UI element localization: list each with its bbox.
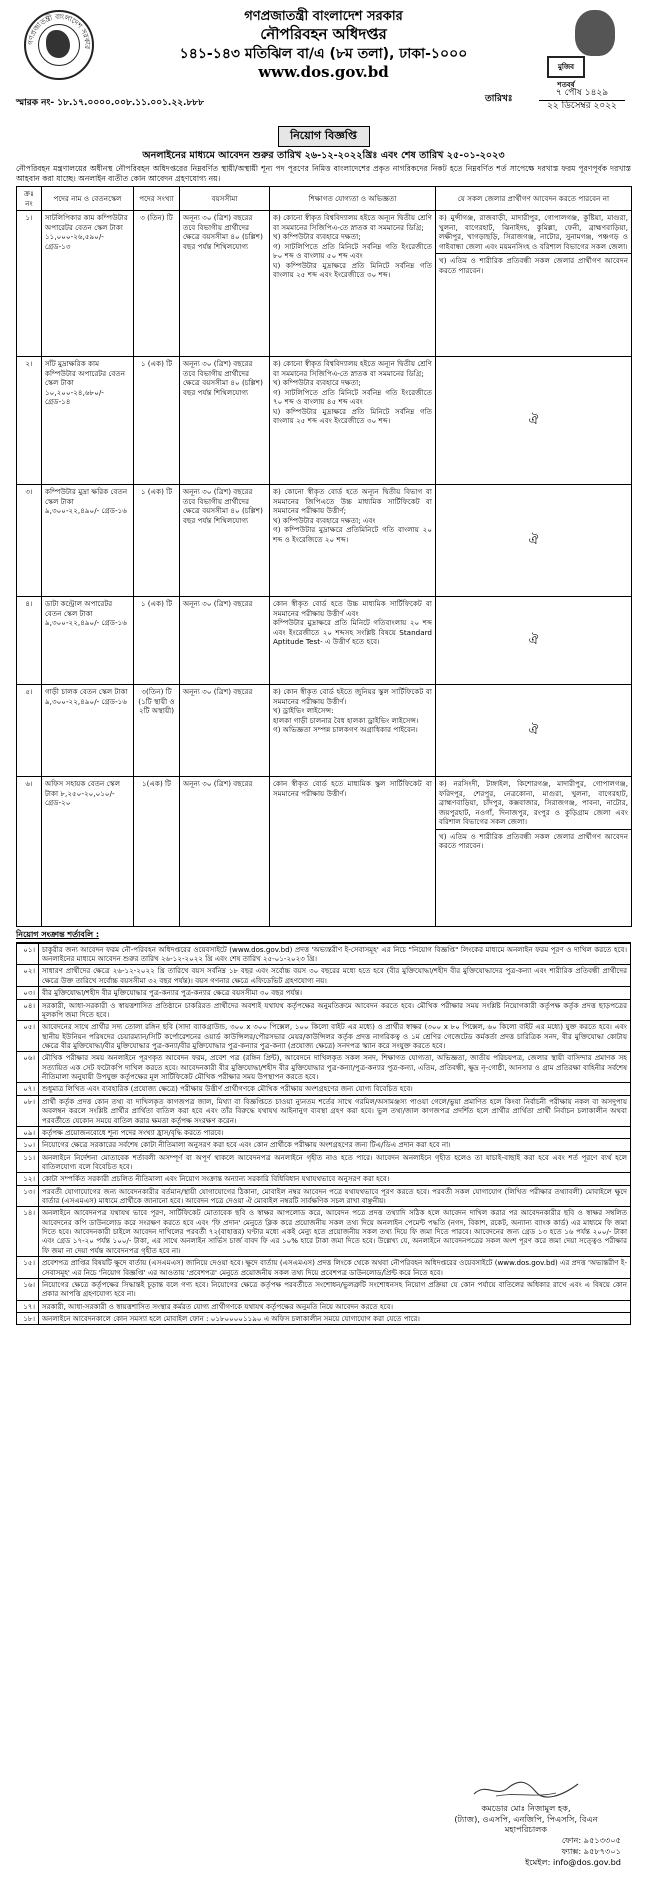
- col-excluded-districts: যে সকল জেলার প্রার্থীগণ আবেদন করতে পারবেন না: [436, 187, 632, 211]
- qual-item: খ) কম্পিউটার ব্যবহারে দক্ষতা;: [273, 232, 361, 242]
- item-number: ০৬।: [17, 1052, 39, 1082]
- list-item: [17, 943, 630, 965]
- table-row: [17, 485, 632, 597]
- qual-item: ক) কোনো স্বীকৃত বোর্ড হতে অন্যূন দ্বিতীয় বিভাগ বা সমমানের জিপিএতে উচ্চ মাধ্যমিক সার্টিফিকেট বা সমমানের পরীক্ষায় উত্তীর্ণ;: [273, 487, 432, 516]
- date-label: তারিখঃ: [485, 94, 513, 104]
- list-item: [17, 1185, 630, 1207]
- item-text: বীর মুক্তিযোদ্ধা/শহীদ বীর মুক্তিযোদ্ধার পুত্র-কন্যার পুত্র-কন্যার ক্ষেত্রে বয়সসীমা ৩০ বছর পর্যন্ত।: [42, 988, 303, 998]
- item-number: ০৫।: [17, 1021, 39, 1051]
- col-age: বয়সসীমা: [180, 187, 270, 211]
- qual-item: কোন স্বীকৃত বোর্ড হতে উচ্চ মাধ্যমিক সার্টিফিকেট বা সমমানের পরীক্ষায় উত্তীর্ণ এবং: [273, 599, 432, 618]
- row-age: অনূন্য ৩০ (ত্রিশ) বছরের তবে বিভাগীয় প্রার্থীদের ক্ষেত্রে বয়সসীমা ৪০ (চল্লিশ) বছর পর্যন্ত শিথিলযোগ্য: [180, 485, 270, 597]
- list-item: [17, 964, 630, 986]
- date-english: ২২ ডিসেম্বর ২০২২: [547, 101, 617, 111]
- item-text: অনলাইনে নির্দেশনা মোতাবেক শর্তাবলী অসম্পূর্ণ বা অপূর্ণ থাকলে আবেদনপত্র অনলাইনে গৃহীত নাও হতে পারে। আবেদন অনলাইনে গৃহীত হলেও তা যাচাই-বাছাই করা হবে এবং শর্ত পূরণে ব্যর্থ হলে বাতিলযোগ্য বলে বিবেচিত হবে।: [42, 1152, 627, 1171]
- qual-item: ক) কোনো স্বীকৃত বিশ্ববিদ্যালয় হইতে অন্যূন দ্বিতীয় শ্রেণি বা সমমানের সিজিপিএ-তে স্নাতক বা সমমানের ডিগ্রি;: [273, 359, 432, 378]
- row-districts: [436, 777, 632, 927]
- qual-item: ঘ) কম্পিউটার মুদ্রাক্ষরে প্রতি মিনিটে সর্বনিম্ন গতি বাংলায় ২৫ শব্দ এবং ইংরেজীতে ৩০ শব্দ।: [273, 260, 432, 280]
- qual-item: খ) কম্পিউটার ব্যবহারে দক্ষতা;: [273, 378, 361, 388]
- contact-fax: ফ্যাক্স: ৯৫৮৭৩০১: [561, 1846, 621, 1857]
- list-item: [17, 1151, 630, 1173]
- list-item: [17, 1095, 630, 1126]
- divider: [436, 829, 631, 830]
- centenary-badge: মুজিব শতবর্ষ: [547, 56, 585, 78]
- contact-phone: ফোন: ৯৫১৩৩০৫: [561, 1835, 621, 1846]
- item-text: শুধুমাত্র লিখিত এবং ব্যবহারিক (প্রযোজ্য ক্ষেত্রে) পরীক্ষায় উত্তীর্ণ প্রার্থীগণকে মৌখিক পরীক্ষায় অংশগ্রহণের জন্য যোগ্য বিবেচিত হবে।: [42, 1084, 413, 1094]
- qual-item: ক) কোন স্বীকৃত বোর্ড হইতে জুনিয়র স্কুল সার্টিফিকেট বা সমমানের পরীক্ষায় উত্তীর্ণ।: [273, 687, 432, 706]
- row-count: ৩(তিন) টি (১টি স্থায়ী ও ২টি অস্থায়ী): [134, 685, 180, 777]
- item-number: ১০।: [17, 1139, 39, 1150]
- row-post: সাটলিপিকার কাম কম্পিউটার অপারেটর বেতন স্কেল টাকা ১১,০০০-২৬,৫৯০/- গ্রেড-১৩: [42, 211, 134, 357]
- item-number: ১৩।: [17, 1186, 39, 1207]
- row-serial: ৫।: [17, 685, 42, 777]
- item-number: ০৩।: [17, 987, 39, 998]
- item-text: কোটা সম্পর্কিত সরকারী প্রচলিত নীতিমালা এবং নিয়োগ সংক্রান্ত অন্যান্য সরকারি বিধিবিধান যথাযথভাবে অনুসরণ করা হবে।: [42, 1174, 390, 1184]
- item-number: ১৮।: [17, 1313, 39, 1324]
- conditions-title: নিয়োগ সংক্রান্ত শর্তাবলি :: [16, 930, 100, 940]
- item-number: ১৬।: [17, 1279, 39, 1300]
- row-count: ১(এক) টি: [134, 777, 180, 927]
- qual-item: ক) কোনো স্বীকৃত বিশ্ববিদ্যালয় হইতে অন্যূন দ্বিতীয় শ্রেণি বা সমমানের সিজিপিএ-তে স্নাতক বা সমমানের ডিগ্রি;: [273, 213, 432, 232]
- qual-item: গ) অভিজ্ঞতা সম্পন্ন চালকগণ অগ্রাধিকার পাইবেন।: [273, 725, 418, 735]
- row-post: অফিস সহায়ক বেতন স্কেল টাকা ৮,২৫০-২০,০১০/- গ্রেড-২০: [42, 777, 134, 927]
- item-text: নিয়োগের ক্ষেত্রে কর্তৃপক্ষের সিদ্ধান্তই চূড়ান্ত বলে গণ্য হবে। নিয়োগের ক্ষেত্রে কর্তৃপক্ষ পরবর্তীতে সংশোধন/ভুলত্রুটি সংশোধনসহ নিয়োগ প্রক্রিয়া যে কোন পর্যায়ে বাতিলের অধিকার রাখে এবং এ বিষয়ে কোন প্রকার আপত্তি গ্রহণযোগ্য হবে না।: [42, 1279, 627, 1299]
- divider: [436, 253, 631, 254]
- item-text: কর্তৃপক্ষ প্রয়োজনবোধে শূন্য পদের সংখ্যা হ্রাস/বৃদ্ধি করতে পারবে।: [42, 1127, 224, 1137]
- qual-item: কম্পিউটার মুদ্রাক্ষরে প্রতি মিনিটে গতিবাংলায় ২০ শব্দ এবং ইংরেজীতে ২০ শব্দসহ সংশ্লিষ্ট বিষয়ে Standard Aptitude Test- এ উত্তীর্ণ হতে হবে।: [273, 618, 432, 647]
- list-item: [17, 1312, 630, 1324]
- table-row: [17, 211, 632, 357]
- item-number: ০৭।: [17, 1083, 39, 1094]
- signatory-designation: মহাপরিচালক: [504, 1824, 548, 1835]
- row-districts: [436, 211, 632, 357]
- row-districts: ঐ: [436, 597, 632, 685]
- district-item: ক) নরসিংদী, টাঙ্গাইল, কিশোরগঞ্জ, মাদারীপুর, গোপালগঞ্জ, ফরিদপুর, শেরপুর, নেত্রকোনা, মাগুরা, খুলনা, বাগেরহাট, ব্রাহ্মণবাড়িয়া, চাঁদপুর, কক্সবাজার, সিরাজগঞ্জ, পাবনা, নাটোর, জয়পুরহাট, নওগাঁ, দিনাজপুর, রংপুর ও কুড়িগ্রাম জেলা এবং বরিশাল বিভাগের সকল জেলা।: [439, 779, 628, 827]
- row-qualification: [270, 777, 436, 927]
- list-item: [17, 1138, 630, 1150]
- item-number: ০৯।: [17, 1127, 39, 1138]
- district-item: খ) এতিম ও শারীরিক প্রতিবন্ধী সকল জেলার প্রার্থীগণ আবেদন করতে পারবেন।: [439, 831, 628, 851]
- item-number: ১৫।: [17, 1257, 39, 1278]
- list-item: [17, 986, 630, 998]
- item-text: প্রবেশপত্র প্রাপ্তির বিষয়টি ক্ষুদে বার্তায় (এসএমএস) জানিয়ে দেওয়া হবে। ক্ষুদে বার্তায় (এসএমএস) প্রদত্ত লিংকে থেকে অথবা নৌপরিবহন অধিদপ্তরের ওয়েবসাইটে (www.dos.gov.bd) এর প্রদত্ত 'অভ্যন্তরীণ ই-সেবাসমূহ' এর নিচে 'নিয়োগ বিজ্ঞপ্তি' এর আওতায় 'প্রবেশপত্র' মেনুতে প্রয়োজনীয় সকল তথ্য দিয়ে প্রবেশপত্র ডাউনলোড/প্রিন্ট করে নিতে হবে।: [42, 1258, 628, 1277]
- seal-text: গণপ্রজাতন্ত্রী বাংলাদেশ সরকার: [26, 12, 92, 50]
- online-application-dates: অনলাইনের মাধ্যমে আবেদন শুরুর তারিখ ২৬-১২-২০২২খ্রিঃ এবং শেষ তারিখ ২৫-০১-২০২৩: [142, 149, 505, 161]
- list-item: [17, 1278, 630, 1300]
- item-text: নিয়োগের ক্ষেত্রে সরকারের সর্বশেষ কোটা নীতিমালা অনুসরণ করা হবে এবং কোন প্রার্থীকে পরীক্ষায় অংশগ্রহণের জন্য টিএ/ডিএ প্রদান করা হবে না।: [42, 1140, 451, 1150]
- item-text: পরবর্তী যোগাযোগের জন্য আবেদনকারীর বর্তমান/স্থায়ী যোগাযোগের ঠিকানা, মোবাইল নম্বর আবেদন পত্রে যথাযথভাবে পূরণ করতে হবে। পরবর্তী সকল যোগাযোগ (লিখিত পরীক্ষার তথ্যাবলী) মোবাইলে ক্ষুদে বার্তার (এসএমএস) মাধ্যমে প্রার্থীকে জানানো হবে। আবেদন পত্রে দেওয়া ঐ মোবাইল নম্বরটি সার্বক্ষণিক সচল রাখা বাঞ্ছনীয়।: [42, 1186, 627, 1206]
- item-text: সাধারণ প্রার্থীদের ক্ষেত্রে ২৬-১২-২০২২ খ্রি তারিখে বয়স সর্বনিম্ন ১৮ বছর এবং সর্বোচ্চ বয়স ৩০ বছরের মধ্যে হতে হবে (বীর মুক্তিযোদ্ধা/শহীদ বীর মুক্তিযোদ্ধাদের পুত্র-কন্যা এবং শারীরিক প্রতিবন্ধী প্রার্থীদের ক্ষেত্রে উক্ত তারিখে সর্বোচ্চ বয়সসীমা ৩২ বছর পর্যন্ত)। বয়স গণনার ক্ষেত্রে এফিডেভিট গ্রহণযোগ্য নয়।: [42, 966, 627, 985]
- list-item: [17, 1206, 630, 1256]
- item-text: অনলাইনে আবেদনকালে কোন সমস্যা হলে মোবাইল ফোন : ০১৮০০০০১১৯০ এ অফিস চলাকালীন সময়ে যোগাযোগ করা যেতে পারে।: [42, 1313, 420, 1323]
- bangladesh-map-icon: [46, 30, 70, 58]
- portrait-image: [575, 10, 615, 56]
- memo-number: স্মারক নং- ১৮.১৭.০০০০.০০৮.১১.০০১.২২.৮৮৮: [16, 98, 204, 108]
- row-serial: ৩।: [17, 485, 42, 597]
- row-post: ডাটা কন্ট্রোল অপারেটর বেতন স্কেল টাকা ৯,৩০০-২২,৪৯০/- গ্রেড-১৬: [42, 597, 134, 685]
- row-age: অনূন্য ৩০ (ত্রিশ) বছরের তবে বিভাগীয় প্রার্থীদের ক্ষেত্রে বয়সসীমা ৪০ (চল্লিশ) বছর পর্যন্ত শিথিলযোগ্য: [180, 357, 270, 485]
- item-text: সরকারী, আধা-সরকারী ও স্বায়ত্তশাসিত সংস্থার কর্মরত যোগ্য প্রার্থীগণকে যথাযথ কর্তৃপক্ষের অনুমতি নিয়ে আবেদন করতে হবে।: [42, 1301, 393, 1311]
- item-number: ১৪।: [17, 1207, 39, 1256]
- row-serial: ৬।: [17, 777, 42, 927]
- row-post: সাঁট মুদ্রাক্ষরিক কাম কম্পিউটার অপারেটর বেতন স্কেল টাকা ১০,২০০-২৪,৬৮০/- গ্রেড-১৪: [42, 357, 134, 485]
- item-number: ০১।: [17, 944, 39, 965]
- signatory-name: কমডোর মোঃ নিজামুল হক,: [481, 1802, 571, 1813]
- qual-item: হালকা গাড়ী চালনার বৈধ হালকা ড্রাইভিং লাইসেন্স।: [273, 715, 419, 725]
- list-item: [17, 1126, 630, 1138]
- row-count: ১ (এক) টি: [134, 597, 180, 685]
- qual-item: গ) কম্পিউটার মুদ্রাক্ষরে প্রতিমিনিটে গতি বাংলায় ২০ শব্দ ও ইংরেজিতে ২০ শব্দ।: [273, 525, 432, 544]
- list-item: [17, 999, 630, 1021]
- item-number: ১১।: [17, 1152, 39, 1173]
- item-number: ০৪।: [17, 1000, 39, 1021]
- qual-item: গ) সাটলিপিতে প্রতি মিনিটে সর্বনিম্ন গতি ইংরেজীতে ৭০ শব্দ ও বাংলায় ৪৫ শব্দ এবং: [273, 387, 432, 407]
- row-serial: ২।: [17, 357, 42, 485]
- table-row: [17, 777, 632, 927]
- item-number: ০২।: [17, 965, 39, 986]
- item-text: অনলাইনে আবেদনপত্র যথাযথ ভাবে পূরণ, সার্টিফিকেট মোতাবেক ছবি ও স্বাক্ষর আপলোড করে, আবেদন পত্রে প্রদত্ত তথ্যাদি সঠিক হলে আবেদন দাখিল করার পর আবেদনকারীর ছবি ও স্বাক্ষর সম্বলিত আবেদনের কপি ডাউনলোড করে সংরক্ষণ করতে হবে এবং 'ফি প্রদান' মেনুতে ক্লিক করে প্রয়োজনীয় সকল তথ্য দিয়ে অনলাইন পেমেন্ট পদ্ধতি (নগদ, বিকাশ, রকেট, অন্যান্য ব্যাংক কার্ড) এর মাধ্যমে ফি জমা দিতে হবে। আবেদনকারী চাইলে আবেদন দাখিলের পরবর্তী ৭২(বাহাত্তর) ঘণ্টার মধ্যে একই মেন্যু হতে প্রয়োজনীয় সকল তথ্য দিয়ে ফি জমা দিতে পারবে। আবেদনের জন্য গ্রেড ১৩ হতে ১৬ পর্যন্ত ২০০/- টাকা এবং গ্রেড ১৭-২০ পর্যন্ত ১০০/- টাকা, এর সাথে অনলাইন সার্ভিস চার্জ বাবদ ফি এর ১০% হারে টাকা জমা দিতে হবে। উল্লেখ্য যে, অনলাইনে আবেদনপত্রের সকল অংশ পূরণ করে জমা দেয়া সত্ত্বেও পরীক্ষার ফি জমা না দেয়া পর্যন্ত আবেদনপত্র গৃহীত হবে না।: [42, 1208, 627, 1255]
- item-text: মৌখিক পরীক্ষার সময় অনলাইনে পূরণকৃত আবেদন ফরম, প্রবেশ পত্র (রঙ্গিন প্রিন্ট), আবেদনে দাখিলকৃত সকল সনদ, শিক্ষাগত যোগ্যতা, অভিজ্ঞতা, জাতীয় পরিচয়পত্র, জেলার স্থায়ী বাসিন্দার প্রমাণক সহ সত্যায়িত এক সেট ফটোকপি দাখিল করতে হবে। আবেদনকারী বীর মুক্তিযোদ্ধা/শহীদ বীর মুক্তিযোদ্ধার পুত্র-কন্যা/পুত্র-কন্যার পুত্র-কন্যা, এতিম, প্রতিবন্ধী, ক্ষুদ্র নৃ-গোষ্ঠী, আনসার ও গ্রাম প্রতিরক্ষা বাহিনীর সর্বশেষ নীতিমালা অনুযায়ী উপযুক্ত কর্তৃপক্ষের মূল সার্টিফিকেট মৌখিক পরীক্ষার সময় উপস্থাপন করতে হবে।: [42, 1053, 627, 1082]
- col-qualification: শিক্ষাগত যোগ্যতা ও অভিজ্ঞতা: [270, 187, 436, 211]
- row-districts: ঐ: [436, 357, 632, 485]
- row-serial: ১।: [17, 211, 42, 357]
- table-row: [17, 597, 632, 685]
- header-website-link[interactable]: www.dos.gov.bd: [258, 63, 389, 82]
- row-age: অনূন্য ৩০ (ত্রিশ) বছরের: [180, 685, 270, 777]
- item-text: সরকারী, আধা-সরকারী ও স্বায়ত্তশাসিত প্রতিষ্ঠানে চাকরিরত প্রার্থীদের অবশ্যই যথাযথ কর্তৃপক্ষের অনুমতিক্রমে আবেদন করতে হবে। মৌখিক পরীক্ষার সময় সংশ্লিষ্ট নিয়োগকারী কর্তৃপক্ষ কর্তৃক প্রদত্ত ছাড়পত্রের মূলকপি জমা দিতে হবে।: [42, 1000, 627, 1019]
- header-address: ১৪১-১৪৩ মতিঝিল বা/এ (৮ম তলা), ঢাকা-১০০০: [179, 45, 468, 62]
- col-count: পদের সংখ্যা: [134, 187, 180, 211]
- row-post: গাড়ী চালক বেতন স্কেল টাকা ৯,৩০০-২২,৪৯০/- গ্রেড-১৬: [42, 685, 134, 777]
- signature-block: [421, 1778, 631, 1868]
- signatory-credentials: (ট্যাজ), ওএসপি, এনজিপি, পিএসসি, বিএন: [454, 1813, 598, 1824]
- row-qualification: [270, 597, 436, 685]
- col-post: পদের নাম ও বেতনস্কেল: [42, 187, 134, 211]
- item-number: ১৭।: [17, 1301, 39, 1312]
- government-seal-icon: [24, 10, 94, 80]
- row-serial: ৪।: [17, 597, 42, 685]
- mujib-centenary-logo-icon: [545, 8, 625, 89]
- district-item: ক) মুন্সীগঞ্জ, রাজবাড়ী, মাদারীপুর, গোপালগঞ্জ, কুষ্টিয়া, মাগুরা, খুলনা, বাগেরহাট, ঝিনাইদহ, কুমিল্লা, ফেনী, ব্রাহ্মণবাড়িয়া, লক্ষীপুর, খাগড়াছড়ি, সিরাজগঞ্জ, নাটোর, সুনামগঞ্জ, পঞ্চগড় ও গাইবান্ধা জেলা এবং ময়মনসিংহ ও বরিশাল বিভাগের সকল জেলা।: [439, 213, 628, 251]
- conditions-list: [16, 942, 631, 1326]
- table-header-row: [17, 187, 632, 211]
- row-age: অনূন্য ৩০ (ত্রিশ) বছরের: [180, 597, 270, 685]
- col-serial: ক্রঃ নং: [17, 187, 42, 211]
- contact-email[interactable]: ইমেইল: info@dos.gov.bd: [525, 1856, 621, 1867]
- row-count: ৩ (তিন) টি: [134, 211, 180, 357]
- row-age: অনূন্য ৩০ (ত্রিশ) বছরের: [180, 777, 270, 927]
- row-age: অনূন্য ৩০ (ত্রিশ) বছরের তবে বিভাগীয় প্রার্থীদের ক্ষেত্রে বয়সসীমা ৪০ (চল্লিশ) বছর পর্যন্ত শিথিলযোগ্য: [180, 211, 270, 357]
- item-text: প্রার্থী কর্তৃক প্রদত্ত কোন তথ্য বা দাখিলকৃত কাগজপত্র জাল, মিথ্যা বা বিজ্ঞপ্তিতে চাওয়া ন্যুনতম শর্তের সাথে গরমিল/অসামঞ্জস্য পাওয়া গেলে/ভুয়া প্রমাণিত হলে কিংবা নির্বাচনী পরীক্ষায় নকল বা অসদুপায় অবলম্বন করলে সংশ্লিষ্ট প্রার্থীর প্রার্থিতা বাতিল করা হবে এবং তাঁর বিরুদ্ধে যথাযথ আইনানুগ ব্যবস্থা গ্রহণ করা হবে। ভুল তথ্য/জাল কাগজপত্র প্রদর্শিত হলে প্রার্থীর প্রার্থিতা প্রার্থী নির্বাচন চলাকালীন অথবা পরবর্তীতে যেকোন সময়ে বাতিল করার ক্ষমতা কর্তৃপক্ষ সংরক্ষণ করেন।: [42, 1096, 627, 1125]
- row-qualification: [270, 211, 436, 357]
- row-districts: ঐ: [436, 485, 632, 597]
- qual-item: কোন স্বীকৃত বোর্ড হতে মাধ্যমিক স্কুল সার্টিফিকেট বা সমমানের পরীক্ষায় উত্তীর্ণ।: [273, 779, 432, 798]
- vacancy-table: [16, 186, 632, 927]
- list-item: [17, 1256, 630, 1278]
- qual-item: ঘ) কম্পিউটার মুদ্রাক্ষরে প্রতি মিনিটে সর্বনিম্ন গতি বাংলায় ২৫ শব্দ এবং ইংরেজীতে ৩০ শব্দ।: [273, 406, 432, 426]
- row-post: কম্পিউটার মুদ্রা ক্ষরিক বেতন স্কেল টাকা ৯,৩০০-২২,৪৯০/- গ্রেড-১৬: [42, 485, 134, 597]
- row-qualification: [270, 485, 436, 597]
- item-number: ১২।: [17, 1173, 39, 1184]
- date-bangla: ৭ পৌষ ১৪২৯: [539, 88, 625, 101]
- row-qualification: [270, 685, 436, 777]
- notice-intro: নৌপরিবহন মন্ত্রণালয়ের অধীনস্থ নৌপরিবহন অধিদপ্তরের নিম্নবর্ণিত স্থায়ী/অস্থায়ী শূন্য পদ পূরণের নিমিত্ত বাংলাদেশের প্রকৃত নাগরিকদের নিকট হতে নিম্নবর্ণিত শর্ত সাপেক্ষে দরখাস্ত ফরম পূরণপূর্বক দরখাস্ত আহবান করা যাচ্ছে। অনলাইন ব্যতীত কোন আবেদন গ্রহণযোগ্য নয়।: [16, 164, 631, 184]
- list-item: [17, 1082, 630, 1094]
- row-count: ১ (এক) টি: [134, 485, 180, 597]
- row-districts: ঐ: [436, 685, 632, 777]
- qual-item: খ) কম্পিউটার ব্যবহারে দক্ষতা; এবং: [273, 515, 376, 525]
- item-text: আবেদনের সাথে প্রার্থীর সদ্য তোলা রঙ্গিন ছবি (সাদা ব্যাকগ্রাউন্ড, ৩০০ x ৩০০ পিক্সেল, ১০০ কিলো বাইট এর মধ্যে) ও প্রার্থীর স্বাক্ষর (৩০০ x ৮০ পিক্সেল, ৬০ কিলো বাইট এর মধ্যে) যুক্ত করতে হবে। এবং স্থানীয় ইউনিয়ন পরিষদের চেয়ারম্যান/সিটি কর্পোরেশনের ওয়ার্ড কাউন্সিলর/পৌরসভার মেয়র/কাউন্সিলর কর্তৃক প্রদত্ত নাগরিকত্ব ও ১ম শ্রেণির গেজেটেড কর্মকর্তা প্রদত্ত চারিত্রিক সনদ, বীর মুক্তিযোদ্ধা কোটায় ক্ষেত্রে বীর মুক্তিযোদ্ধা/বীর মুক্তিযোদ্ধার পুত্র-কন্যা/বীর মুক্তিযোদ্ধার পুত্র-কন্যার পুত্র-কন্যা (প্রযোজ্য ক্ষেত্রে) সনদপত্র স্ক্যান করে সংযুক্ত করতে হবে।: [42, 1022, 627, 1050]
- row-qualification: [270, 357, 436, 485]
- table-row: [17, 357, 632, 485]
- item-text: চাকুরীর জন্য আবেদন ফরম নৌ-পরিবহন অধিদপ্তরের ওয়েবসাইটে (www.dos.gov.bd) প্রদত্ত 'অভ্যন্তরীণ ই-সেবাসমূহ' এর নিচে "নিয়োগ বিজ্ঞপ্তি" লিংকের মাধ্যমে অনলাইন ফরম পূরণ ও দাখিল করতে হবে। অনলাইনের মাধ্যমে আবেদন শুরুর তারিখ ২৬-১২-২০২২ খ্রি এবং শেষ তারিখ ২৫-০১-২০২৩ খ্রি।: [42, 944, 627, 964]
- header-government: গণপ্রজাতন্ত্রী বাংলাদেশ সরকার: [244, 9, 403, 24]
- letterhead: [16, 6, 631, 114]
- list-item: [17, 1172, 630, 1184]
- table-row: [17, 685, 632, 777]
- handwritten-signature-icon: [466, 1778, 586, 1800]
- qual-item: খ) ড্রাইভিং লাইসেন্স:: [273, 706, 334, 716]
- list-item: [17, 1020, 630, 1051]
- header-department: নৌপরিবহন অধিদপ্তর: [260, 25, 387, 44]
- item-number: ০৮।: [17, 1096, 39, 1126]
- list-item: [17, 1051, 630, 1082]
- qual-item: গ) সাটলিপিতে প্রতি মিনিটে সর্বনিম্ন গতি ইংরেজীতে ৮০ শব্দ ও বাংলায় ৫০ শব্দ এবং: [273, 241, 432, 261]
- list-item: [17, 1300, 630, 1312]
- row-count: ১ (এক) টি: [134, 357, 180, 485]
- notice-title: নিয়োগ বিজ্ঞপ্তি: [278, 126, 370, 147]
- district-item: খ) এতিম ও শারীরিক প্রতিবন্ধী সকল জেলার প্রার্থীগণ আবেদন করতে পারবেন।: [439, 256, 628, 275]
